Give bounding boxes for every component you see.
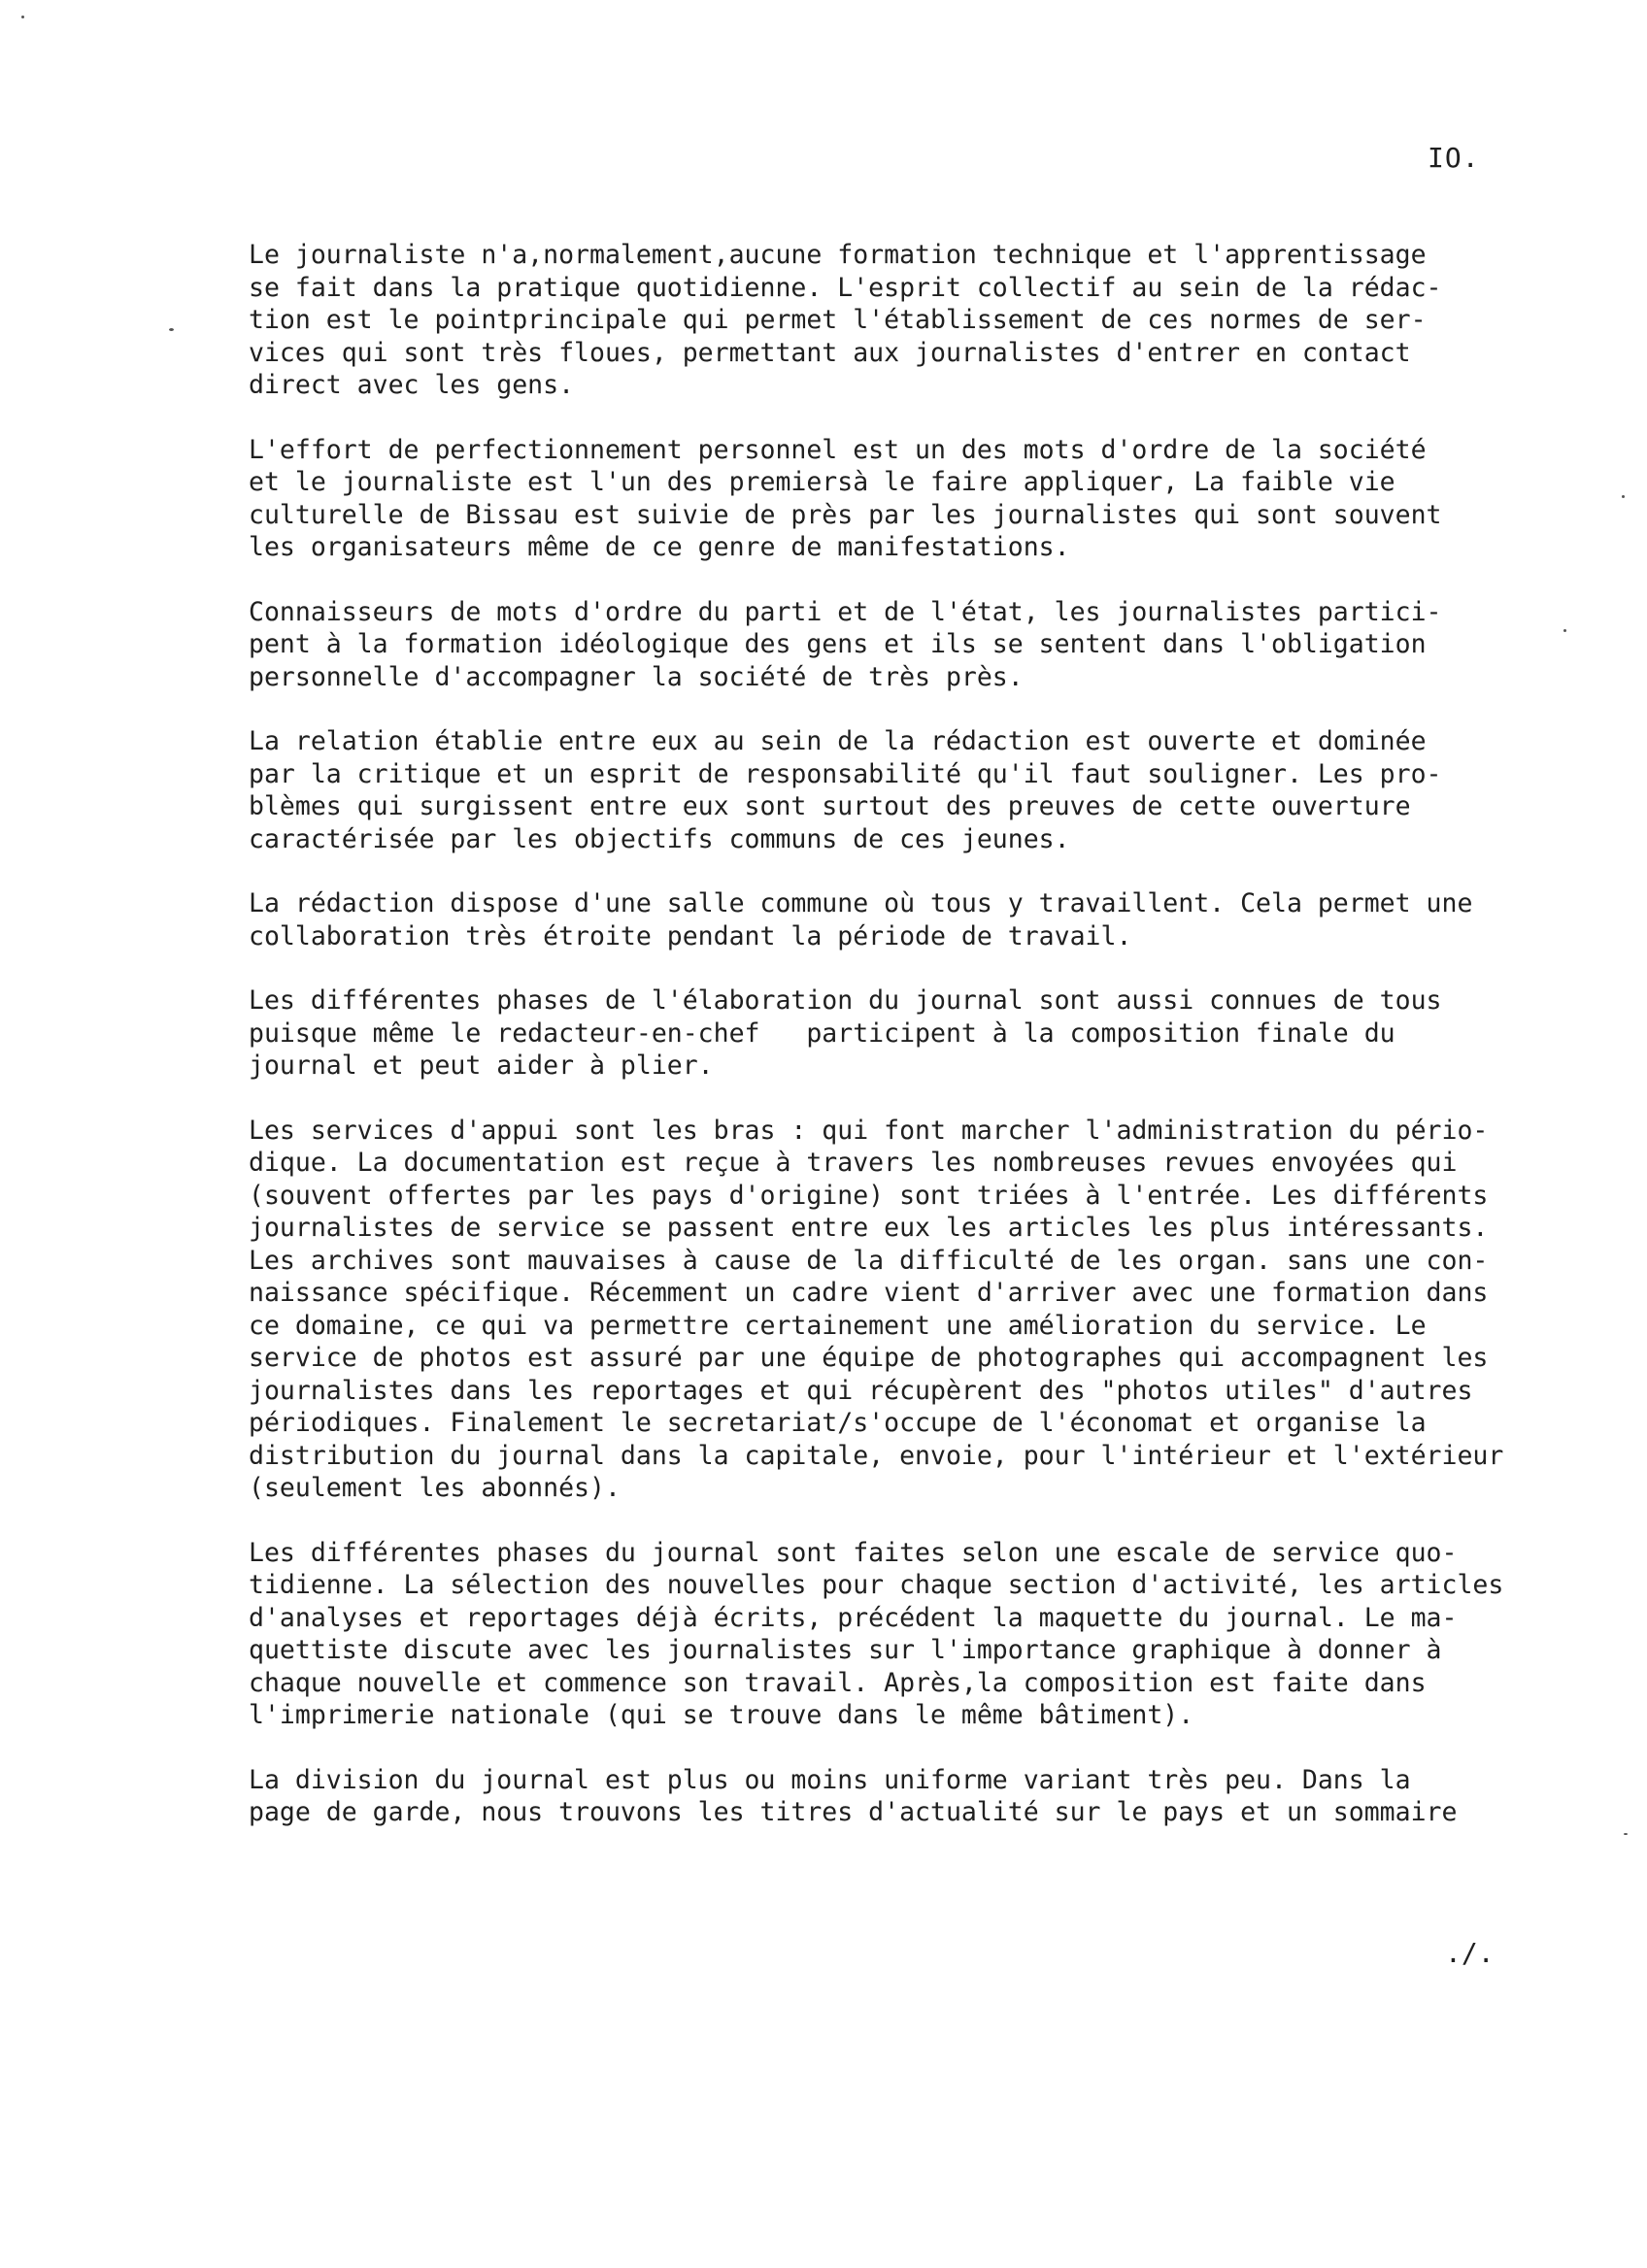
paragraph: [249, 1537, 1579, 1732]
paragraph: [249, 596, 1579, 694]
text-line: vices qui sont très floues, permettant aux journalistes d'entrer en contact: [249, 337, 1411, 368]
text-line: culturelle de Bissau est suivie de près par les journalistes qui sont souvent: [249, 499, 1442, 530]
text-line: Le journaliste n'a,normalement,aucune formation technique et l'apprentissage: [249, 240, 1427, 270]
text-line: tidienne. La sélection des nouvelles pour chaque section d'activité, les articles: [249, 1570, 1504, 1600]
text-line: naissance spécifique. Récemment un cadre vient d'arriver avec une formation dans: [249, 1278, 1489, 1308]
text-line: Les différentes phases de l'élaboration du journal sont aussi connues de tous: [249, 985, 1442, 1016]
text-line: personnelle d'accompagner la société de très près.: [249, 661, 1024, 692]
text-line: journalistes de service se passent entre eux les articles les plus intéressants.: [249, 1213, 1489, 1243]
body-text: [249, 239, 1579, 1861]
paragraph: [249, 725, 1579, 855]
paragraph: [249, 434, 1579, 564]
paragraph: [249, 1115, 1579, 1505]
scan-speck: [169, 328, 174, 331]
text-line: caractérisée par les objectifs communs de ces jeunes.: [249, 823, 1070, 854]
scan-speck: [21, 16, 24, 18]
paragraph: [249, 984, 1579, 1083]
text-line: L'effort de perfectionnement personnel est un des mots d'ordre de la société: [249, 434, 1427, 465]
text-line: La relation établie entre eux au sein de la rédaction est ouverte et dominée: [249, 726, 1427, 756]
text-line: service de photos est assuré par une équipe de photographes qui accompagnent les: [249, 1343, 1489, 1373]
text-line: et le journaliste est l'un des premiersà le faire appliquer, La faible vie: [249, 467, 1395, 497]
text-line: distribution du journal dans la capitale, envoie, pour l'intérieur et l'extérieur: [249, 1440, 1504, 1471]
text-line: périodiques. Finalement le secretariat/s'occupe de l'économat et organise la: [249, 1408, 1427, 1438]
continuation-mark: ./.: [1445, 1937, 1495, 1969]
text-line: ce domaine, ce qui va permettre certainement une amélioration du service. Le: [249, 1310, 1427, 1341]
text-line: La rédaction dispose d'une salle commune où tous y travaillent. Cela permet une: [249, 888, 1473, 918]
paragraph: [249, 887, 1579, 952]
text-line: par la critique et un esprit de responsabilité qu'il faut souligner. Les pro-: [249, 758, 1442, 789]
text-line: Les archives sont mauvaises à cause de la difficulté de les organ. sans une con-: [249, 1245, 1489, 1276]
text-line: chaque nouvelle et commence son travail. Après,la composition est faite dans: [249, 1667, 1427, 1698]
text-line: les organisateurs même de ce genre de manifestations.: [249, 532, 1070, 562]
text-line: Connaisseurs de mots d'ordre du parti et de l'état, les journalistes partici-: [249, 596, 1442, 627]
text-line: puisque même le redacteur-en-chef participent à la composition finale du: [249, 1017, 1395, 1049]
text-line: journalistes dans les reportages et qui récupèrent des "photos utiles" d'autres: [249, 1375, 1473, 1406]
text-line: page de garde, nous trouvons les titres d'actualité sur le pays et un sommaire: [249, 1797, 1458, 1827]
scan-speck: [1563, 629, 1566, 632]
text-line: pent à la formation idéologique des gens et ils se sentent dans l'obligation: [249, 629, 1427, 659]
text-line: se fait dans la pratique quotidienne. L'esprit collectif au sein de la rédac-: [249, 272, 1442, 303]
scan-speck: [1624, 1833, 1628, 1835]
text-line: dique. La documentation est reçue à travers les nombreuses revues envoyées qui: [249, 1148, 1458, 1178]
page-number: IO.: [1428, 142, 1480, 174]
text-line: La division du journal est plus ou moins uniforme variant très peu. Dans la: [249, 1764, 1411, 1795]
text-line: tion est le pointprincipale qui permet l'établissement de ces normes de ser-: [249, 305, 1427, 335]
text-line: d'analyses et reportages déjà écrits, précédent la maquette du journal. Le ma-: [249, 1602, 1458, 1633]
text-line: direct avec les gens.: [249, 370, 575, 400]
scan-speck: [1622, 495, 1625, 498]
text-line: (souvent offertes par les pays d'origine) sont triées à l'entrée. Les différents: [249, 1180, 1489, 1211]
paragraph: [249, 239, 1579, 402]
text-line: collaboration très étroite pendant la période de travail.: [249, 920, 1132, 951]
paragraph: [249, 1764, 1579, 1829]
text-line: blèmes qui surgissent entre eux sont surtout des preuves de cette ouverture: [249, 791, 1411, 821]
text-line: Les différentes phases du journal sont faites selon une escale de service quo-: [249, 1537, 1458, 1568]
text-line: quettiste discute avec les journalistes sur l'importance graphique à donner à: [249, 1635, 1442, 1665]
text-line: Les services d'appui sont les bras : qui font marcher l'administration du pério-: [249, 1115, 1489, 1146]
text-line: journal et peut aider à plier.: [249, 1051, 714, 1081]
text-line: (seulement les abonnés).: [249, 1473, 621, 1503]
text-line: l'imprimerie nationale (qui se trouve dans le même bâtiment).: [249, 1700, 1194, 1730]
